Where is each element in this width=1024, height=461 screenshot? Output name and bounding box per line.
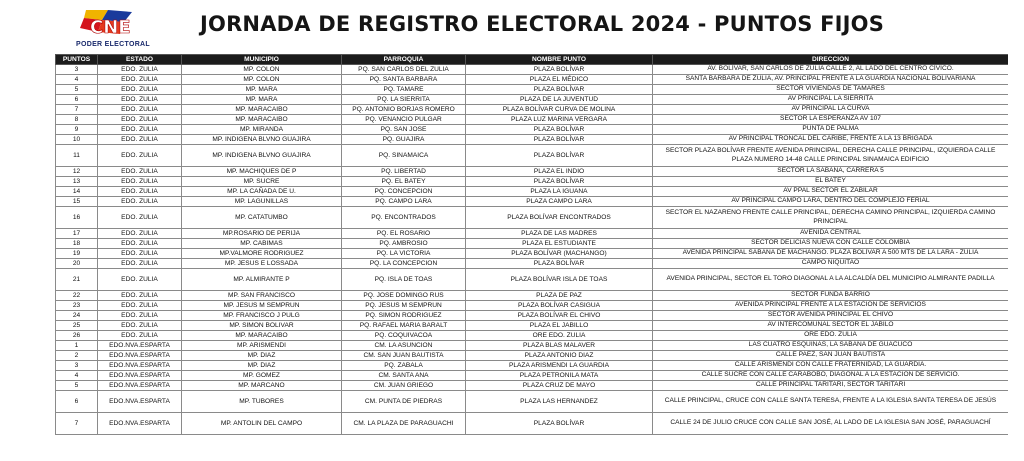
- cell-estado: EDO. ZULIA: [98, 125, 182, 135]
- cell-direccion: CALLE SUCRE CON CALLE CARABOBO, DIAGONAL A LA ESTACIÓN DE SERVICIO.: [653, 371, 1009, 381]
- registry-table: [55, 54, 1008, 435]
- cell-nombre-punto: PLAZA BOLÍVAR EL CHIVO: [466, 311, 653, 321]
- cell-nombre-punto: PLAZA DE LAS MADRES: [466, 229, 653, 239]
- cell-municipio: MP. CABIMAS: [182, 239, 342, 249]
- table-row: [56, 135, 1009, 145]
- cell-municipio: MP. JESUS M SEMPRUN: [182, 301, 342, 311]
- table-row: [56, 311, 1009, 321]
- table-row: [56, 187, 1009, 197]
- cell-direccion: CALLE PAEZ, SAN JUAN BAUTISTA: [653, 351, 1009, 361]
- cell-estado: EDO. ZULIA: [98, 207, 182, 229]
- cell-nombre-punto: PLAZA EL JABILLO: [466, 321, 653, 331]
- cell-estado: EDO. ZULIA: [98, 85, 182, 95]
- cell-estado: EDO. ZULIA: [98, 269, 182, 291]
- cell-parroquia: CM. SANTA ANA: [342, 371, 466, 381]
- cell-direccion: CALLE PRINCIPAL, CRUCE CON CALLE SANTA TERESA, FRENTE A LA IGLESIA SANTA TERESA DE JESÚS: [653, 391, 1009, 413]
- table-row: [56, 95, 1009, 105]
- cell-nombre-punto: PLAZA BOLÍVAR: [466, 65, 653, 75]
- page-header: [0, 0, 1024, 54]
- cell-parroquia: PQ. ENCONTRADOS: [342, 207, 466, 229]
- cell-puntos: 26: [56, 331, 98, 341]
- table-row: [56, 145, 1009, 167]
- cell-puntos: 11: [56, 145, 98, 167]
- cell-municipio: MP. GOMEZ: [182, 371, 342, 381]
- cell-direccion: SECTOR VIVIENDAS DE TAMARES: [653, 85, 1009, 95]
- cell-municipio: MP. MARCANO: [182, 381, 342, 391]
- cell-parroquia: PQ. JESUS M SEMPRUN: [342, 301, 466, 311]
- table-row: [56, 291, 1009, 301]
- col-header-parroquia: PARROQUIA: [342, 55, 466, 65]
- cell-estado: EDO. ZULIA: [98, 65, 182, 75]
- cell-nombre-punto: PLAZA BOLÍVAR: [466, 135, 653, 145]
- cell-parroquia: CM. JUAN GRIEGO: [342, 381, 466, 391]
- cell-puntos: 18: [56, 239, 98, 249]
- cell-parroquia: CM. LA PLAZA DE PARAGUACHI: [342, 413, 466, 435]
- cell-direccion: SECTOR LA ESPERANZA AV 107: [653, 115, 1009, 125]
- cell-nombre-punto: PLAZA BOLÍVAR CASIGUA: [466, 301, 653, 311]
- cell-direccion: SECTOR LA SABANA, CARRERA 5: [653, 167, 1009, 177]
- cell-estado: EDO.NVA.ESPARTA: [98, 341, 182, 351]
- cell-nombre-punto: PLAZA BOLÍVAR: [466, 413, 653, 435]
- cell-direccion: SANTA BÁRBARA DE ZULIA, AV. PRINCIPAL FRENTE A LA GUARDIA NACIONAL BOLIVARIANA: [653, 75, 1009, 85]
- table-row: [56, 177, 1009, 187]
- table-row: [56, 85, 1009, 95]
- cell-estado: EDO. ZULIA: [98, 331, 182, 341]
- cell-direccion: AV PPAL SECTOR EL ZABILAR: [653, 187, 1009, 197]
- cne-logo: [72, 6, 154, 52]
- cell-direccion: EL BATEY: [653, 177, 1009, 187]
- page-title: JORNADA DE REGISTRO ELECTORAL 2024 - PUNTOS FIJOS: [200, 12, 885, 36]
- cell-direccion: AVENIDA PRINCIPAL FRENTE A LA ESTACIÓN DE SERVICIOS: [653, 301, 1009, 311]
- registry-table-container: [55, 54, 1008, 461]
- cell-municipio: MP. COLON: [182, 65, 342, 75]
- cell-puntos: 5: [56, 85, 98, 95]
- cell-municipio: MP. MARA: [182, 85, 342, 95]
- cell-parroquia: PQ. ANTONIO BORJAS ROMERO: [342, 105, 466, 115]
- cell-direccion: CALLE PRINCIPAL TARITARI, SECTOR TARITARI: [653, 381, 1009, 391]
- cell-puntos: 8: [56, 115, 98, 125]
- svg-text:CNE: CNE: [90, 17, 131, 38]
- cell-parroquia: CM. PUNTA DE PIEDRAS: [342, 391, 466, 413]
- cell-direccion: SECTOR DELICIAS NUEVA CON CALLE COLOMBIA: [653, 239, 1009, 249]
- cell-nombre-punto: PLAZA BOLÍVAR (MACHANGO): [466, 249, 653, 259]
- cell-puntos: 15: [56, 197, 98, 207]
- cell-direccion: AV PRINCIPAL LA CURVA: [653, 105, 1009, 115]
- cell-direccion: AVENIDA PRINCIPAL, SECTOR EL TORO DIAGONAL A LA ALCALDÍA DEL MUNICIPIO ALMIRANTE PADILLA: [653, 269, 1009, 291]
- cell-nombre-punto: PLAZA EL INDIO: [466, 167, 653, 177]
- table-row: [56, 207, 1009, 229]
- cell-estado: EDO.NVA.ESPARTA: [98, 351, 182, 361]
- cell-direccion: SECTOR FUNDA BARRIO: [653, 291, 1009, 301]
- table-row: [56, 331, 1009, 341]
- cell-municipio: MP. INDIGENA BLVNO GUAJIRA: [182, 135, 342, 145]
- cell-puntos: 5: [56, 381, 98, 391]
- cell-nombre-punto: PLAZA DE PAZ: [466, 291, 653, 301]
- cell-estado: EDO. ZULIA: [98, 259, 182, 269]
- table-row: [56, 239, 1009, 249]
- table-row: [56, 167, 1009, 177]
- cell-estado: EDO.NVA.ESPARTA: [98, 361, 182, 371]
- cell-direccion: AV PRINCIPAL CAMPO LARA, DENTRO DEL COMPLEJO FERIAL: [653, 197, 1009, 207]
- cell-parroquia: PQ. EL BATEY: [342, 177, 466, 187]
- cell-parroquia: PQ. GUAJIRA: [342, 135, 466, 145]
- cell-parroquia: PQ. RAFAEL MARIA BARALT: [342, 321, 466, 331]
- cell-estado: EDO. ZULIA: [98, 301, 182, 311]
- table-row: [56, 391, 1009, 413]
- cell-parroquia: PQ. LA CONCEPCION: [342, 259, 466, 269]
- cell-puntos: 3: [56, 361, 98, 371]
- cell-nombre-punto: PLAZA BOLÍVAR: [466, 177, 653, 187]
- cell-nombre-punto: PLAZA DE LA JUVENTUD: [466, 95, 653, 105]
- cell-puntos: 22: [56, 291, 98, 301]
- cell-estado: EDO. ZULIA: [98, 115, 182, 125]
- cell-municipio: MP. DIAZ: [182, 351, 342, 361]
- cell-direccion: AV PRINCIPAL TRONCAL DEL CARIBE, FRENTE A LA 13 BRIGADA: [653, 135, 1009, 145]
- cell-nombre-punto: PLAZA LUZ MARINA VERGARA: [466, 115, 653, 125]
- cell-municipio: MP. MARACAIBO: [182, 115, 342, 125]
- cell-parroquia: CM. LA ASUNCION: [342, 341, 466, 351]
- cell-parroquia: PQ. ZABALA: [342, 361, 466, 371]
- cell-municipio: MP. DIAZ: [182, 361, 342, 371]
- cell-parroquia: PQ. TAMARE: [342, 85, 466, 95]
- table-row: [56, 125, 1009, 135]
- cell-nombre-punto: PLAZA CAMPO LARA: [466, 197, 653, 207]
- cell-puntos: 13: [56, 177, 98, 187]
- cell-nombre-punto: PLAZA BOLÍVAR: [466, 145, 653, 167]
- cell-puntos: 4: [56, 371, 98, 381]
- cell-puntos: 25: [56, 321, 98, 331]
- cell-puntos: 9: [56, 125, 98, 135]
- cell-parroquia: PQ. COQUIVACOA: [342, 331, 466, 341]
- table-row: [56, 75, 1009, 85]
- table-row: [56, 361, 1009, 371]
- cell-estado: EDO.NVA.ESPARTA: [98, 381, 182, 391]
- cell-estado: EDO.NVA.ESPARTA: [98, 371, 182, 381]
- col-header-nombre-punto: NOMBRE PUNTO: [466, 55, 653, 65]
- cell-estado: EDO. ZULIA: [98, 291, 182, 301]
- table-row: [56, 341, 1009, 351]
- cell-puntos: 14: [56, 187, 98, 197]
- table-body: [56, 65, 1009, 435]
- cell-nombre-punto: PLAZA BOLÍVAR ENCONTRADOS: [466, 207, 653, 229]
- cne-logo-icon: [72, 6, 154, 42]
- cell-puntos: 1: [56, 341, 98, 351]
- cell-estado: EDO. ZULIA: [98, 145, 182, 167]
- cell-municipio: MP. SIMON BOLIVAR: [182, 321, 342, 331]
- cell-estado: EDO. ZULIA: [98, 311, 182, 321]
- table-row: [56, 115, 1009, 125]
- cell-estado: EDO. ZULIA: [98, 229, 182, 239]
- cell-municipio: MP. CATATUMBO: [182, 207, 342, 229]
- cell-direccion: LAS CUATRO ESQUINAS, LA SABANA DE GUACUCO: [653, 341, 1009, 351]
- cell-direccion: ORE EDO. ZULIA: [653, 331, 1009, 341]
- cell-parroquia: PQ. CAMPO LARA: [342, 197, 466, 207]
- table-row: [56, 65, 1009, 75]
- cell-municipio: MP. FRANCISCO J PULG: [182, 311, 342, 321]
- table-row: [56, 351, 1009, 361]
- cell-municipio: MP.ROSARIO DE PERIJA: [182, 229, 342, 239]
- table-row: [56, 321, 1009, 331]
- table-row: [56, 229, 1009, 239]
- cell-nombre-punto: PLAZA BOLÍVAR CURVA DE MOLINA: [466, 105, 653, 115]
- cell-estado: EDO. ZULIA: [98, 239, 182, 249]
- cell-nombre-punto: PLAZA EL MÉDICO: [466, 75, 653, 85]
- table-row: [56, 249, 1009, 259]
- cell-puntos: 6: [56, 95, 98, 105]
- col-header-direccion: DIRECCION: [653, 55, 1009, 65]
- cell-municipio: MP. MARACAIBO: [182, 105, 342, 115]
- cell-puntos: 23: [56, 301, 98, 311]
- cell-nombre-punto: PLAZA LAS HERNANDEZ: [466, 391, 653, 413]
- cell-parroquia: PQ. ISLA DE TOAS: [342, 269, 466, 291]
- cell-municipio: MP. MARACAIBO: [182, 331, 342, 341]
- cell-direccion: SECTOR EL NAZARENO FRENTE CALLE PRINCIPAL, DERECHA CAMINO PRINCIPAL, IZQUIERDA CAMINO PRINCIPAL: [653, 207, 1009, 229]
- cell-puntos: 21: [56, 269, 98, 291]
- cell-puntos: 10: [56, 135, 98, 145]
- cell-puntos: 7: [56, 413, 98, 435]
- cell-municipio: MP. INDIGENA BLVNO GUAJIRA: [182, 145, 342, 167]
- col-header-municipio: MUNICIPIO: [182, 55, 342, 65]
- cell-municipio: MP. ARISMENDI: [182, 341, 342, 351]
- cell-nombre-punto: PLAZA LA IGUANA: [466, 187, 653, 197]
- cell-parroquia: PQ. LA SIERRITA: [342, 95, 466, 105]
- cell-parroquia: PQ. SAN CARLOS DEL ZULIA: [342, 65, 466, 75]
- cell-municipio: MP. MACHIQUES DE P: [182, 167, 342, 177]
- cell-parroquia: PQ. CONCEPCION: [342, 187, 466, 197]
- cell-municipio: MP. LAGUNILLAS: [182, 197, 342, 207]
- table-row: [56, 301, 1009, 311]
- cell-direccion: AVENIDA CENTRAL: [653, 229, 1009, 239]
- cell-nombre-punto: PLAZA PETRONILA MATA: [466, 371, 653, 381]
- cell-puntos: 17: [56, 229, 98, 239]
- cell-estado: EDO. ZULIA: [98, 75, 182, 85]
- cell-municipio: MP. LA CAÑADA DE U.: [182, 187, 342, 197]
- col-header-puntos: PUNTOS: [56, 55, 98, 65]
- cell-nombre-punto: PLAZA BOLÍVAR: [466, 125, 653, 135]
- cell-direccion: PUNTA DE PALMA: [653, 125, 1009, 135]
- cell-nombre-punto: PLAZA CRUZ DE MAYO: [466, 381, 653, 391]
- cell-parroquia: PQ. SANTA BARBARA: [342, 75, 466, 85]
- cell-parroquia: PQ. SIMON RODRIGUEZ: [342, 311, 466, 321]
- cell-nombre-punto: PLAZA EL ESTUDIANTE: [466, 239, 653, 249]
- logo-subtitle: PODER ELECTORAL: [76, 41, 150, 48]
- cell-estado: EDO. ZULIA: [98, 321, 182, 331]
- table-row: [56, 105, 1009, 115]
- cell-estado: EDO.NVA.ESPARTA: [98, 413, 182, 435]
- cell-municipio: MP. SAN FRANCISCO: [182, 291, 342, 301]
- cell-municipio: MP. ANTOLIN DEL CAMPO: [182, 413, 342, 435]
- table-row: [56, 259, 1009, 269]
- cell-puntos: 24: [56, 311, 98, 321]
- table-row: [56, 413, 1009, 435]
- cell-parroquia: PQ. VENANCIO PULGAR: [342, 115, 466, 125]
- cell-municipio: MP.VALMORE RODRIGUEZ: [182, 249, 342, 259]
- cell-nombre-punto: PLAZA BOLÍVAR ISLA DE TOAS: [466, 269, 653, 291]
- cell-puntos: 4: [56, 75, 98, 85]
- cell-parroquia: PQ. SAN JOSE: [342, 125, 466, 135]
- cell-nombre-punto: PLAZA BLAS MALAVER: [466, 341, 653, 351]
- cell-estado: EDO. ZULIA: [98, 197, 182, 207]
- cell-estado: EDO.NVA.ESPARTA: [98, 391, 182, 413]
- cell-direccion: AV PRINCIPAL LA SIERRITA: [653, 95, 1009, 105]
- cell-direccion: AVENIDA PRINCIPAL SABANA DE MACHANGO. PLAZA BOLÍVAR A 500 MTS DE LA LARA - ZULIA: [653, 249, 1009, 259]
- cell-puntos: 6: [56, 391, 98, 413]
- cell-parroquia: PQ. EL ROSARIO: [342, 229, 466, 239]
- cell-municipio: MP. ALMIRANTE P: [182, 269, 342, 291]
- cell-nombre-punto: PLAZA ARISMENDI LA GUARDIA: [466, 361, 653, 371]
- table-row: [56, 197, 1009, 207]
- cell-parroquia: PQ. JOSE DOMINGO RUS: [342, 291, 466, 301]
- cell-puntos: 20: [56, 259, 98, 269]
- cell-parroquia: PQ. LA VICTORIA: [342, 249, 466, 259]
- cell-direccion: SECTOR PLAZA BOLÍVAR FRENTE AVENIDA PRINCIPAL, DERECHA CALLE PRINCIPAL, IZQUIERDA CALLE PLAZA NUMERO 14-48 CALLE PRINCIPAL SINAMAICA EDIFICIO: [653, 145, 1009, 167]
- cell-puntos: 7: [56, 105, 98, 115]
- col-header-estado: ESTADO: [98, 55, 182, 65]
- cell-municipio: MP. SUCRE: [182, 177, 342, 187]
- cell-municipio: MP. JESUS E LOSSADA: [182, 259, 342, 269]
- cell-nombre-punto: PLAZA BOLÍVAR: [466, 85, 653, 95]
- cell-direccion: CAMPO NIQUITAO: [653, 259, 1009, 269]
- cell-estado: EDO. ZULIA: [98, 187, 182, 197]
- cell-estado: EDO. ZULIA: [98, 177, 182, 187]
- cell-puntos: 16: [56, 207, 98, 229]
- cell-parroquia: PQ. SINAMAICA: [342, 145, 466, 167]
- cell-direccion: SECTOR AVENIDA PRINCIPAL EL CHIVO: [653, 311, 1009, 321]
- cell-municipio: MP. TUBORES: [182, 391, 342, 413]
- table-row: [56, 269, 1009, 291]
- cell-puntos: 19: [56, 249, 98, 259]
- cell-nombre-punto: PLAZA ANTONIO DIAZ: [466, 351, 653, 361]
- cell-estado: EDO. ZULIA: [98, 135, 182, 145]
- table-header-row: [56, 55, 1009, 65]
- cell-parroquia: CM. SAN JUAN BAUTISTA: [342, 351, 466, 361]
- cell-estado: EDO. ZULIA: [98, 249, 182, 259]
- cell-municipio: MP. MARA: [182, 95, 342, 105]
- cell-direccion: AV. BOLÍVAR, SAN CARLOS DE ZULIA CALLE 2, AL LADO DEL CENTRO CÍVICO.: [653, 65, 1009, 75]
- cell-estado: EDO. ZULIA: [98, 105, 182, 115]
- table-row: [56, 371, 1009, 381]
- cell-puntos: 12: [56, 167, 98, 177]
- cell-direccion: AV INTERCOMUNAL SECTOR EL JABILO: [653, 321, 1009, 331]
- cell-estado: EDO. ZULIA: [98, 167, 182, 177]
- cell-direccion: CALLE 24 DE JULIO CRUCE CON CALLE SAN JOSÉ, AL LADO DE LA IGLESIA SAN JOSÉ, PARAGUACHÍ: [653, 413, 1009, 435]
- cell-parroquia: PQ. LIBERTAD: [342, 167, 466, 177]
- cell-puntos: 3: [56, 65, 98, 75]
- cell-direccion: CALLE ARISMENDI CON CALLE FRATERNIDAD, LA GUARDIA.: [653, 361, 1009, 371]
- cell-estado: EDO. ZULIA: [98, 95, 182, 105]
- cell-nombre-punto: ORE EDO. ZULIA: [466, 331, 653, 341]
- cell-municipio: MP. COLON: [182, 75, 342, 85]
- cell-nombre-punto: PLAZA BOLÍVAR: [466, 259, 653, 269]
- cell-parroquia: PQ. AMBROSIO: [342, 239, 466, 249]
- cell-puntos: 2: [56, 351, 98, 361]
- table-row: [56, 381, 1009, 391]
- cell-municipio: MP. MIRANDA: [182, 125, 342, 135]
